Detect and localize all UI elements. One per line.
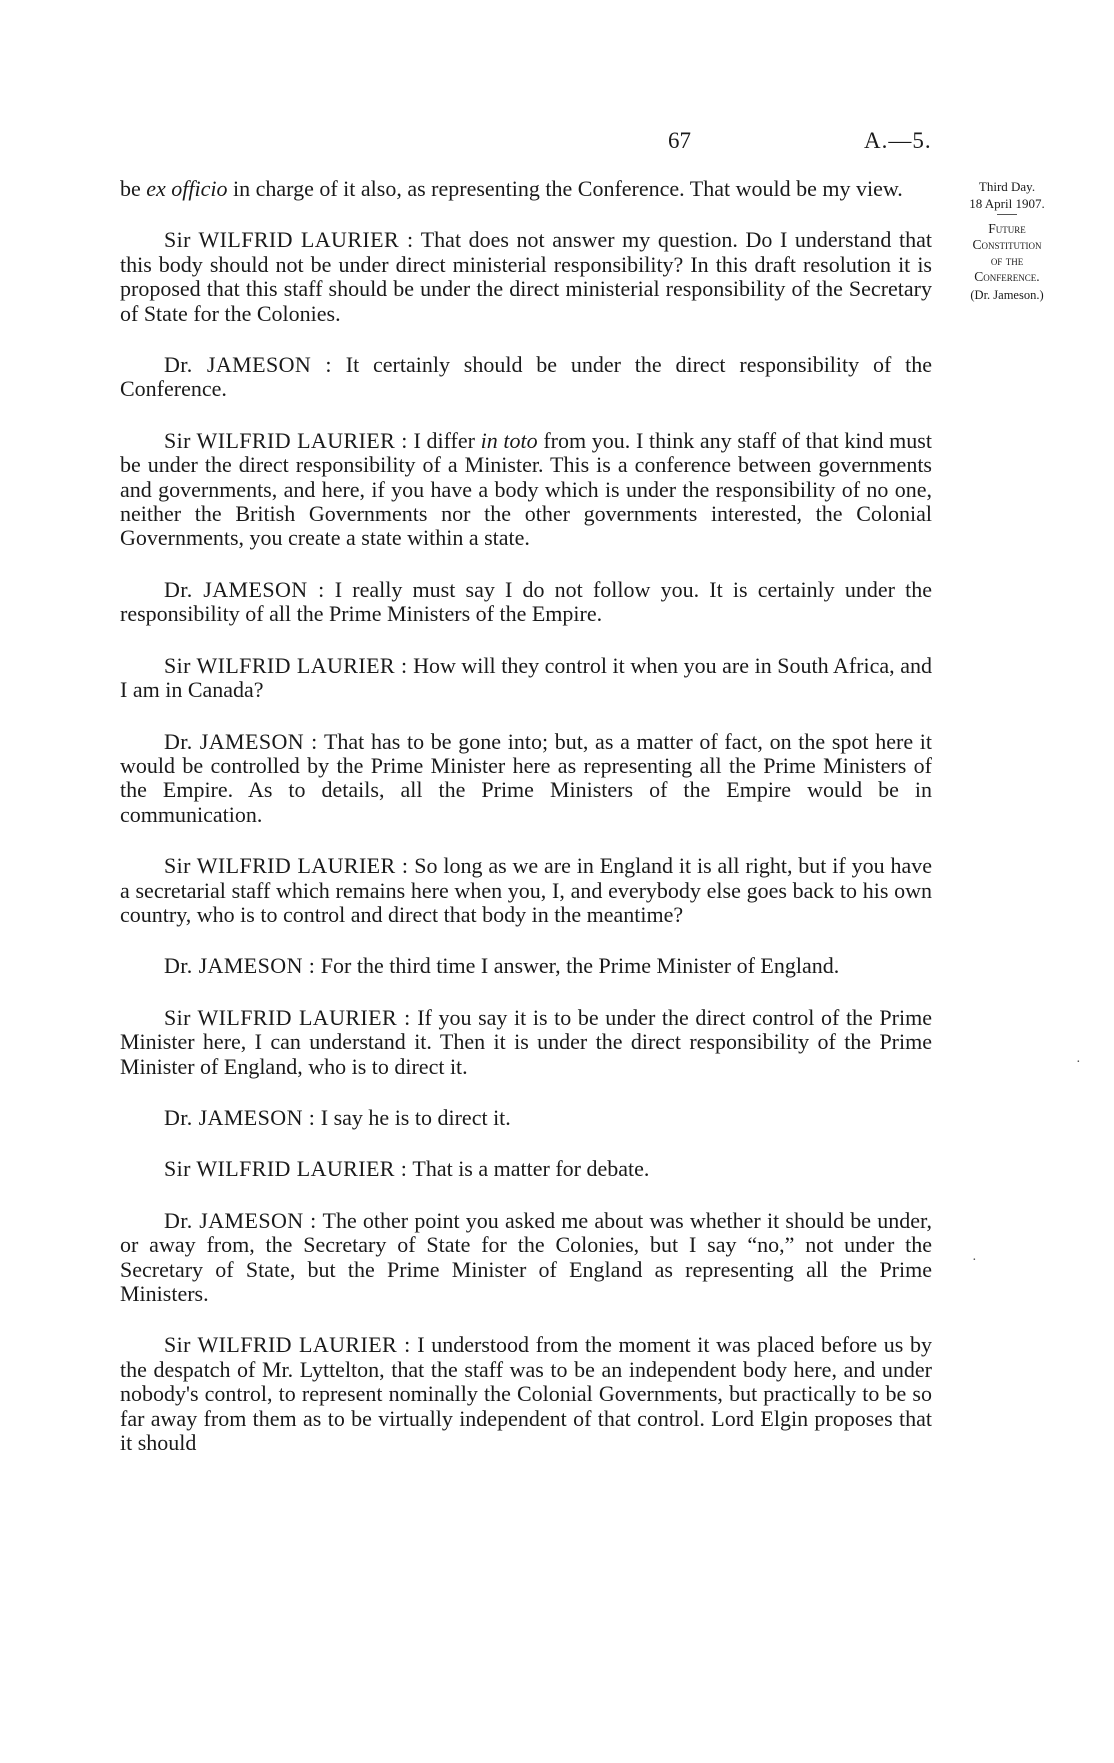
- speaker-name: Dr. JAMESON :: [164, 1104, 316, 1130]
- paragraph-text: If you say it is to be under the direct control of the Prime Minister here, I can understand it. Then it is under the direct responsibility of the Prime Minister of England, who is to direct it.: [120, 1004, 932, 1079]
- speaker-name: Dr. JAMESON :: [164, 728, 318, 754]
- paragraph-text: I say he is to direct it.: [315, 1104, 511, 1130]
- paragraph-text: That has to be gone into; but, as a matter of fact, on the spot here it would be controlled by the Prime Minister here as representing all the Prime Ministers of the Empire. As to details, all the Prime Ministers of the Empire would be in communication.: [120, 728, 933, 827]
- paragraph-text: from you. I think any staff of that kind must be under the direct responsibility of a Minister. This is a conference between governments and governments, and here, if you have a body which is under the responsibility of no one, neither the British Governments nor the other governments interested, the Colonial Governments, you create a state within a state.: [120, 427, 932, 551]
- transcript-paragraph: [120, 578, 932, 627]
- paragraph-text: That is a matter for debate.: [407, 1156, 650, 1182]
- margin-topic-line: Conference.: [974, 269, 1040, 284]
- scan-speck: ·: [1076, 1055, 1081, 1070]
- transcript-paragraph: [120, 1157, 932, 1181]
- transcript-paragraph: [120, 730, 932, 828]
- transcript-paragraph: [120, 1006, 932, 1079]
- margin-topic-line: of the: [990, 253, 1024, 268]
- transcript-paragraph: [120, 429, 932, 551]
- transcript-body: [120, 177, 932, 1482]
- transcript-paragraph: [120, 654, 932, 703]
- speaker-name: Sir WILFRID LAURIER :: [164, 227, 414, 253]
- margin-speaker: (Dr. Jameson.): [970, 288, 1044, 302]
- paragraph-text: I really must say I do not follow you. It is certainly under the responsibility of all the Prime Ministers of the Empire.: [120, 576, 932, 627]
- transcript-paragraph: [120, 353, 932, 402]
- paragraph-text: I understood from the moment it was placed before us by the despatch of Mr. Lyttelton, that the staff was to be an independent body here, and under nobody's control, to represent nominally the Colonial Governments, but practically to be so far away from them as to be virtually independent of that control. Lord Elgin proposes that it should: [120, 1332, 932, 1456]
- margin-topic-line: Future: [988, 221, 1026, 236]
- transcript-paragraph: [120, 177, 932, 201]
- speaker-name: Sir WILFRID LAURIER :: [164, 427, 408, 453]
- italic-phrase: in toto: [480, 427, 538, 453]
- speaker-name: Dr. JAMESON :: [164, 1207, 317, 1233]
- paragraph-text: That does not answer my question. Do I understand that this body should not be under direct ministerial responsibility? In this draft resolution it is proposed that this staff should be under the direct ministerial responsibility of the Secretary of State for the Colonies.: [120, 227, 932, 326]
- paragraph-text: How will they control it when you are in South Africa, and I am in Canada?: [120, 652, 932, 703]
- transcript-paragraph: [120, 228, 932, 326]
- paragraph-text: I differ: [407, 427, 481, 453]
- transcript-paragraph: [120, 1333, 932, 1455]
- margin-divider: [997, 214, 1017, 215]
- speaker-name: Sir WILFRID LAURIER :: [164, 1332, 411, 1358]
- transcript-paragraph: [120, 954, 932, 978]
- speaker-name: Dr. JAMESON :: [164, 352, 332, 378]
- speaker-name: Dr. JAMESON :: [164, 953, 316, 979]
- transcript-paragraph: [120, 1106, 932, 1130]
- document-series-number: A.—5.: [864, 128, 932, 153]
- paragraph-text: So long as we are in England it is all right, but if you have a secretarial staff which remains here when you, I, and everybody else goes back to his own country, who is to control and direct that body in the meantime?: [120, 853, 932, 927]
- margin-day: Third Day.: [978, 179, 1036, 194]
- paragraph-text: in charge of it also, as representing the Conference. That would be my view.: [227, 176, 903, 201]
- page-number: 67: [668, 128, 691, 153]
- margin-note: [948, 178, 1066, 304]
- transcript-paragraph: [120, 1209, 932, 1307]
- speaker-name: Sir WILFRID LAURIER :: [164, 652, 408, 678]
- paragraph-text: The other point you asked me about was whether it should be under, or away from, the Secretary of State for the Colonies, but I say “no,” not under the Secretary of State, but the Prime Minister of England as representing all the Prime Ministers.: [120, 1207, 932, 1306]
- margin-topic-line: Constitution: [972, 237, 1042, 252]
- paragraph-text: be: [120, 176, 147, 201]
- scan-speck: ·: [972, 1253, 977, 1268]
- speaker-name: Sir WILFRID LAURIER :: [164, 853, 409, 879]
- italic-phrase: ex officio: [146, 176, 228, 201]
- speaker-name: Dr. JAMESON :: [164, 576, 325, 602]
- transcript-paragraph: [120, 854, 932, 927]
- speaker-name: Sir WILFRID LAURIER :: [164, 1004, 411, 1030]
- speaker-name: Sir WILFRID LAURIER :: [164, 1156, 408, 1182]
- paragraph-text: It certainly should be under the direct responsibility of the Conference.: [120, 352, 932, 402]
- paragraph-text: For the third time I answer, the Prime Minister of England.: [315, 953, 840, 979]
- margin-date: 18 April 1907.: [969, 196, 1045, 211]
